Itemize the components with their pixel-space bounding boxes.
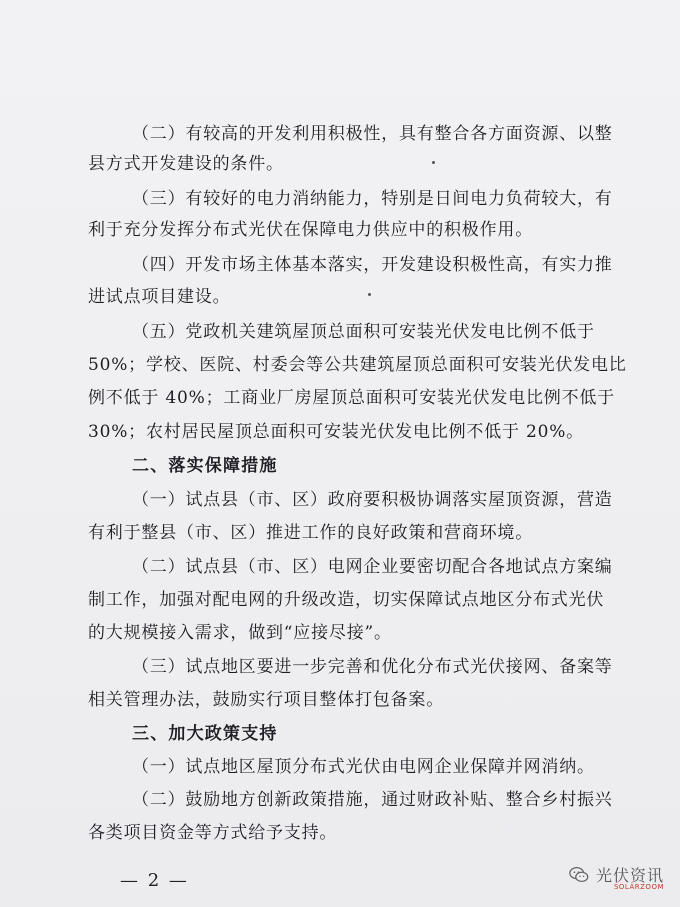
paragraph-line: 例不低于 40%；工商业厂房屋顶总面积可安装光伏发电比例不低于 [88, 388, 615, 408]
watermark-name: 光伏资讯 [595, 866, 664, 885]
scan-speck [368, 293, 371, 296]
paragraph-line: （三）有较好的电力消纳能力，特别是日间电力负荷较大，有 [132, 189, 613, 209]
paragraph-line: （四）开发市场主体基本落实，开发建设积极性高，有实力推 [132, 255, 613, 275]
wechat-icon [568, 864, 590, 890]
section-heading: 三、加大政策支持 [132, 724, 278, 744]
watermark-subtitle: SOLARZOOM [613, 883, 664, 891]
paragraph-line: 制工作，加强对配电网的升级改造，切实保障试点地区分布式光伏 [88, 590, 605, 610]
paragraph-line: （二）有较高的开发利用积极性，具有整合各方面资源、以整 [132, 124, 613, 144]
paragraph-line: （二）试点县（市、区）电网企业要密切配合各地试点方案编 [132, 557, 613, 577]
scan-speck [432, 161, 435, 164]
page-number: — 2 — [120, 870, 189, 891]
paragraph-line: 相关管理办法，鼓励实行项目整体打包备案。 [88, 690, 444, 710]
paragraph-line: 进试点项目建设。 [88, 287, 231, 307]
paragraph-line: 各类项目资金等方式给予支持。 [88, 823, 338, 843]
paragraph-line: 的大规模接入需求，做到“应接尽接”。 [88, 623, 392, 643]
paragraph-line: （五）党政机关建筑屋顶总面积可安装光伏发电比例不低于 [132, 322, 595, 342]
paragraph-line: 利于充分发挥分布式光伏在保障电力供应中的积极作用。 [88, 220, 533, 240]
paragraph-line: 有利于整县（市、区）推进工作的良好政策和营商环境。 [88, 523, 533, 543]
paragraph-line: （一）试点县（市、区）政府要积极协调落实屋顶资源，营造 [132, 490, 613, 510]
paragraph-line: （三）试点地区要进一步完善和优化分布式光伏接网、备案等 [132, 657, 613, 677]
section-heading: 二、落实保障措施 [132, 456, 278, 476]
paragraph-line: 50%；学校、医院、村委会等公共建筑屋顶总面积可安装光伏发电比 [88, 355, 627, 375]
paragraph-line: （一）试点地区屋顶分布式光伏由电网企业保障并网消纳。 [132, 757, 595, 777]
watermark [568, 863, 664, 891]
paragraph-line: （二）鼓励地方创新政策措施，通过财政补贴、整合乡村振兴 [132, 790, 613, 810]
paragraph-line: 30%；农村居民屋顶总面积可安装光伏发电比例不低于 20%。 [88, 422, 584, 442]
paragraph-line: 县方式开发建设的条件。 [88, 154, 284, 174]
